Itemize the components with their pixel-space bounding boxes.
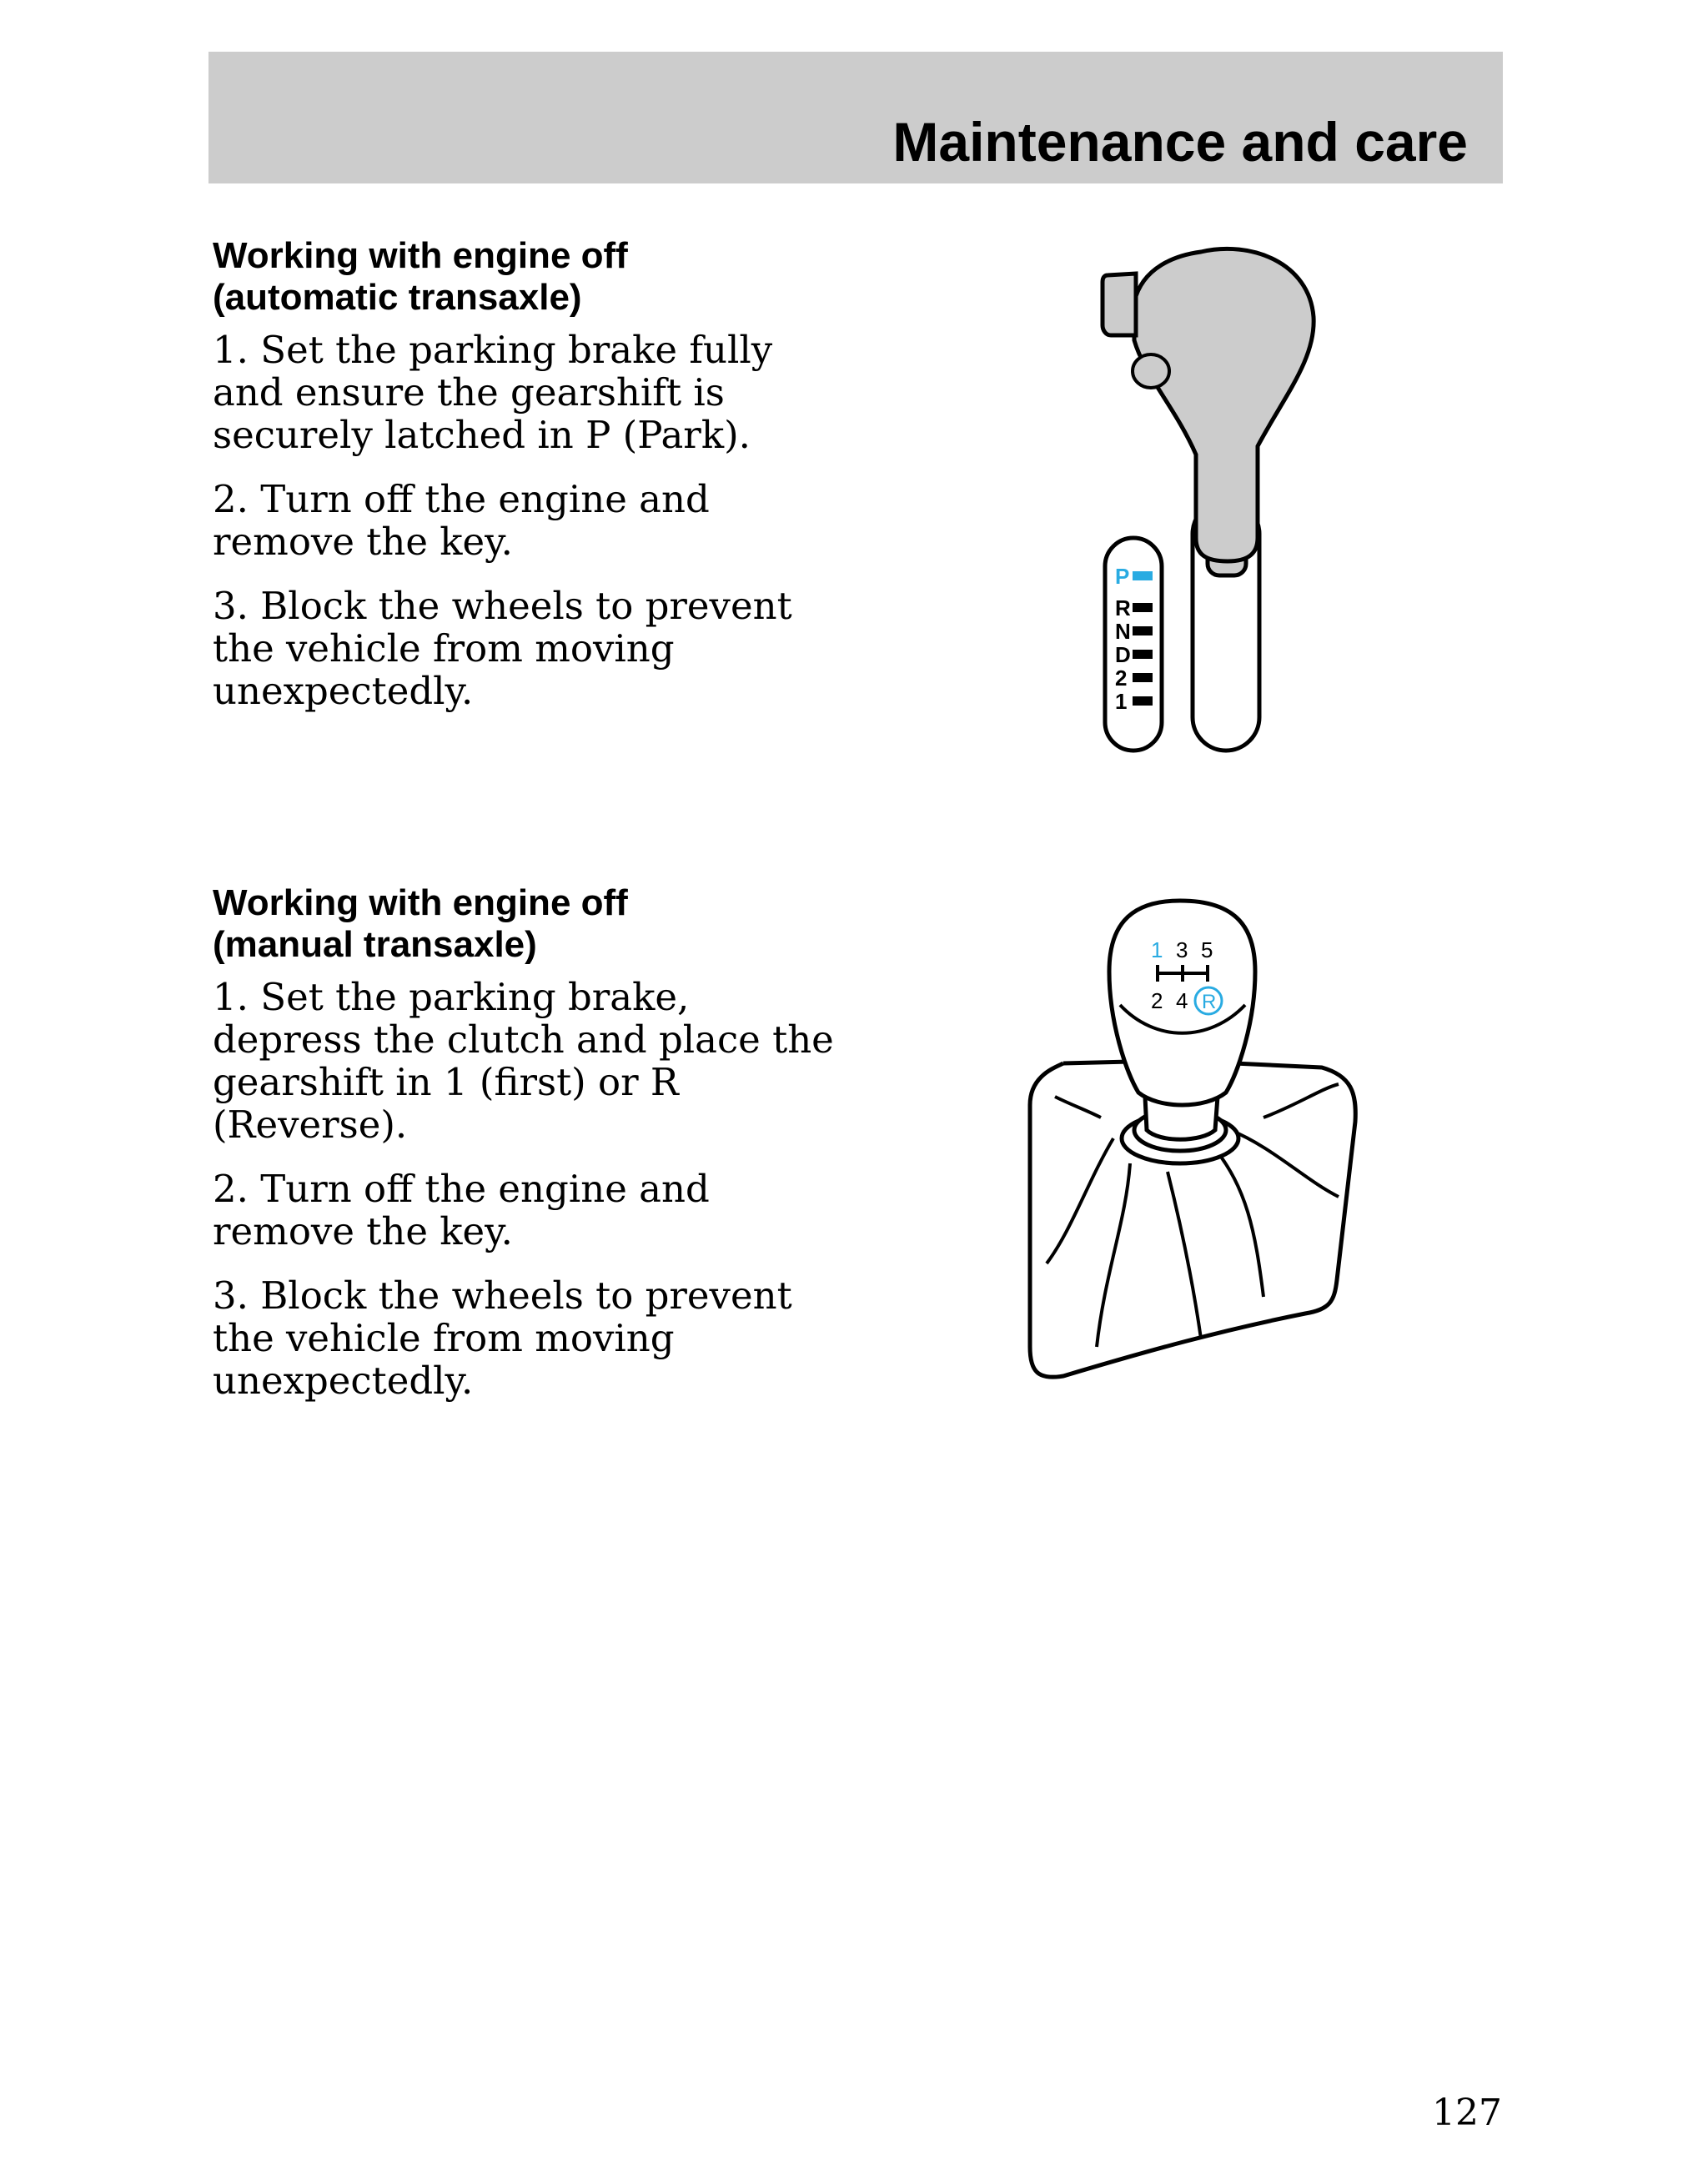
automatic-gearshift-illustration: [1059, 242, 1326, 759]
gear-label-p: P: [1115, 564, 1130, 589]
gear-marker-2: [1133, 673, 1153, 682]
shift-label-4: 4: [1176, 988, 1188, 1013]
gear-marker-p: [1133, 571, 1153, 580]
step-2: 2. Turn off the engine and remove the key.: [213, 477, 710, 564]
step-3: 3. Block the wheels to prevent the vehicle from moving unexpectedly.: [213, 1273, 792, 1403]
gear-label-1: 1: [1115, 689, 1128, 714]
header-band: [208, 52, 1503, 183]
page-number: 127: [1432, 2092, 1502, 2134]
shift-label-3: 3: [1176, 937, 1188, 962]
gear-label-2: 2: [1115, 666, 1128, 691]
gear-marker-n: [1133, 626, 1153, 635]
section-heading-line1: Working with engine off: [213, 882, 628, 923]
page-title: Maintenance and care: [892, 111, 1468, 173]
section-heading: [213, 235, 846, 319]
shift-label-5: 5: [1201, 937, 1213, 962]
shift-label-2: 2: [1151, 988, 1163, 1013]
section-manual-transaxle: [213, 882, 846, 1424]
step-2: 2. Turn off the engine and remove the key.: [213, 1167, 710, 1253]
manual-gearshift-illustration: [1022, 897, 1372, 1389]
step-1: 1. Set the parking brake fully and ensure the gearshift is securely latched in P (Park).: [213, 328, 773, 457]
step-1: 1. Set the parking brake, depress the clutch and place the gearshift in 1 (first) or R (Reverse).: [213, 975, 834, 1147]
shift-label-r: R: [1202, 991, 1217, 1013]
section-heading-line1: Working with engine off: [213, 235, 628, 276]
section-automatic-transaxle: [213, 235, 846, 734]
gear-label-d: D: [1115, 642, 1131, 667]
shift-label-1: 1: [1151, 937, 1163, 962]
section-heading-line2: (automatic transaxle): [213, 277, 582, 318]
gear-marker-r: [1133, 603, 1153, 612]
step-3: 3. Block the wheels to prevent the vehicle from moving unexpectedly.: [213, 584, 792, 713]
gear-label-n: N: [1115, 619, 1131, 644]
section-heading-line2: (manual transaxle): [213, 924, 537, 965]
gear-marker-1: [1133, 696, 1153, 706]
gear-marker-d: [1133, 650, 1153, 659]
section-heading: [213, 882, 846, 966]
gear-label-r: R: [1115, 595, 1131, 620]
